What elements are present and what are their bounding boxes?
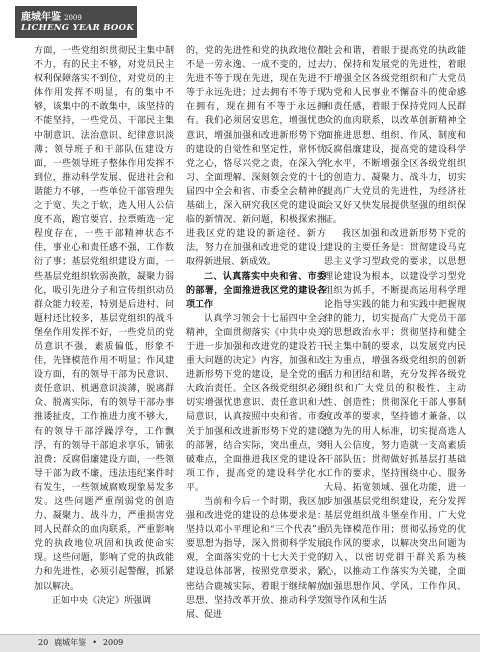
footer-separator: • [92,638,97,647]
footer-year: 2009 [102,638,124,647]
footer-book-title: 鹿城年鉴 [54,638,87,647]
masthead-title-line [21,8,82,23]
paragraph: 方面，一些党组织贯彻民主集中制不力，有的民主不够，对党员民主权利保障落实不到位，对党员的主体作用发挥不明显，有的集中不够，该集中的不敢集中，该坚持的不能坚持，一些党员、干部民主集中制意识、法治意识、纪律意识淡薄；领导班子和干部队伍建设方面，一些领导班子整体作用发挥不到位，推动科学发展、促进社会和谐能力不够，一些单位干部管理失之于宽、失之于软，选人用人公信度不高，跑官要官、拉票贿选一定程度存在，一些干部精神状态不佳，事业心和责任感不强，工作数衍了事；基层党组织建设方面，一些基层党组织软弱涣散，凝聚力弱化，吸引先进分子和宣传组织动员群众能力较差，特别是后进村、问题村还比较多，基层党组织的战斗堡垒作用发挥不好，一些党员的党员意识不强，素质偏低，形象不佳，先锋模范作用不明显；作风建设方面，有的领导干部为民意识、责任意识、机遇意识淡薄，脱离群众、脱离实际，有的领导干部办事推诿扯皮，工作推进力度不够大，有的领导干部浮躁浮夸，工作飘浮，有的领导干部追求享乐，铺张浪费；反腐倡廉建设方面，一些领导干部为政不廉，违法违纪案件时有发生，一些领域腐败现象易发多发。这些问题严重削弱党的创造力、凝聚力、战斗力，严重损害党同人民群众的血肉联系，严重影响党的执政地位巩固和执政使命实现。这些问题，影响了党的执政能力和先进性，必须引起警醒，抓紧加以解决。 [34,46,174,592]
footer-text [38,637,129,648]
section-heading: 二、认真落实中央和省、市委的部署，全面推进我区党的建设各项工作 [186,271,326,310]
paragraph: 当前和今后一个时期，我区加强和改进党的建设的总体要求是：坚持以邓小平理论和“三个代表”重要思想为指导，深入贯彻科学发展观，全面落实党的十七大关于党的建设总体部署，按照党章要求，紧密结合鹿城实际，着眼于继续解放思想、坚持改革开放、推动科学发展、促进 [186,497,326,620]
paragraph: 我区加强和改进新形势下党的建设的主要任务是：贯彻建设马克思主义学习型政党的要求，以思想理论建设为根本，以建设学习型党组织为抓手，不断提高运用科学理论指导实践的能力和实践中把握规律的能力，切实提高广大党员干部的思想政治水平；贯彻坚持和健全民主集中制的要求，以发展党内民主为重点，增强各级党组织的创新活力和团结和谐，充分发挥各级党组织和广大党员的积极性、主动性、创造性；贯彻深化干部人事制度改革的要求，坚持德才兼备、以德为先的用人标准，切实提高选人用人公信度，努力造就一支高素质干部队伍；贯彻做好抓基层打基础工作的要求，坚持围绕中心、服务大局、拓宽领域、强化功能，进一步加强基层党组织建设，充分发挥基层党组织战斗堡垒作用、广大党员先锋模范作用；贯彻弘扬党的优良作风的要求，以解决突出问题为切入，以密切党群干群关系为核心，以推动工作落实为关键，全面加强思想作风、学风、工作作风、领导作风和生活 [324,229,466,606]
page-footer [0,634,480,652]
text-column-2 [186,44,326,622]
paragraph: 社会和谐，着眼于提高党的执政能力、保持和发展党的先进性，着眼于增强全区各级党组织和广大党员为党和人民事业不懈奋斗的使命感和责任感，着眼于保持党同人民群众的血肉联系，以改革创新精神全面推进思想、组织、作风、制度和反腐倡廉建设，提高党的建设科学化水平，不断增强全区各级党组织的创造力、凝聚力、战斗力，切实提高广大党员的先进性，为经济社会又好又快发展提供坚强的组织保证。 [324,46,466,226]
paragraph: 的，党的先进性和党的执政地位都不是一劳永逸、一成不变的，过去先进不等于现在先进，现在先进不等于永远先进；过去拥有不等于现在拥有，现在拥有不等于永远拥有。我们必须居安思危，增强忧患意识，增强加强和改进新形势下党的建设的自觉性和坚定性，常怀忧党之心，恪尽兴党之责，在深入学习、全面理解、深刻领会党的十七届四中全会和省、市委全会精神的基础上，深入研究我区党的建设面临的新情况、新问题，积极探索推进我区党的建设的新途径、新方法，努力在加强和改进党的建设上取得新进展、新成效。 [186,46,326,268]
text-column-1 [34,44,174,608]
text-column-3 [324,44,466,608]
page-number: 20 [38,638,49,647]
masthead-subtitle: LICHENG YEAR BOOK [21,23,135,33]
masthead-year: 2009 [64,14,82,22]
masthead [15,6,137,38]
paragraph: 正如中央《决定》所强调 [52,595,152,606]
paragraph: 认真学习领会十七届四中全会精神，全面贯彻落实《中共中央关于进一步加强和改进党的建设若干重大问题的决定》内容，加强和改进新形势下党的建设，是全党的重大政治责任。全区各级党组织必须切实增强忧患意识、责任意识和大局意识，认真按照中央和省、市委关于加强和改进新形势下党的建设的部署，结合实际，突出重点，突破难点，全面推进我区党的建设各项工作，提高党的建设科学化水平。 [186,313,326,493]
masthead-title: 鹿城年鉴 [21,12,61,23]
